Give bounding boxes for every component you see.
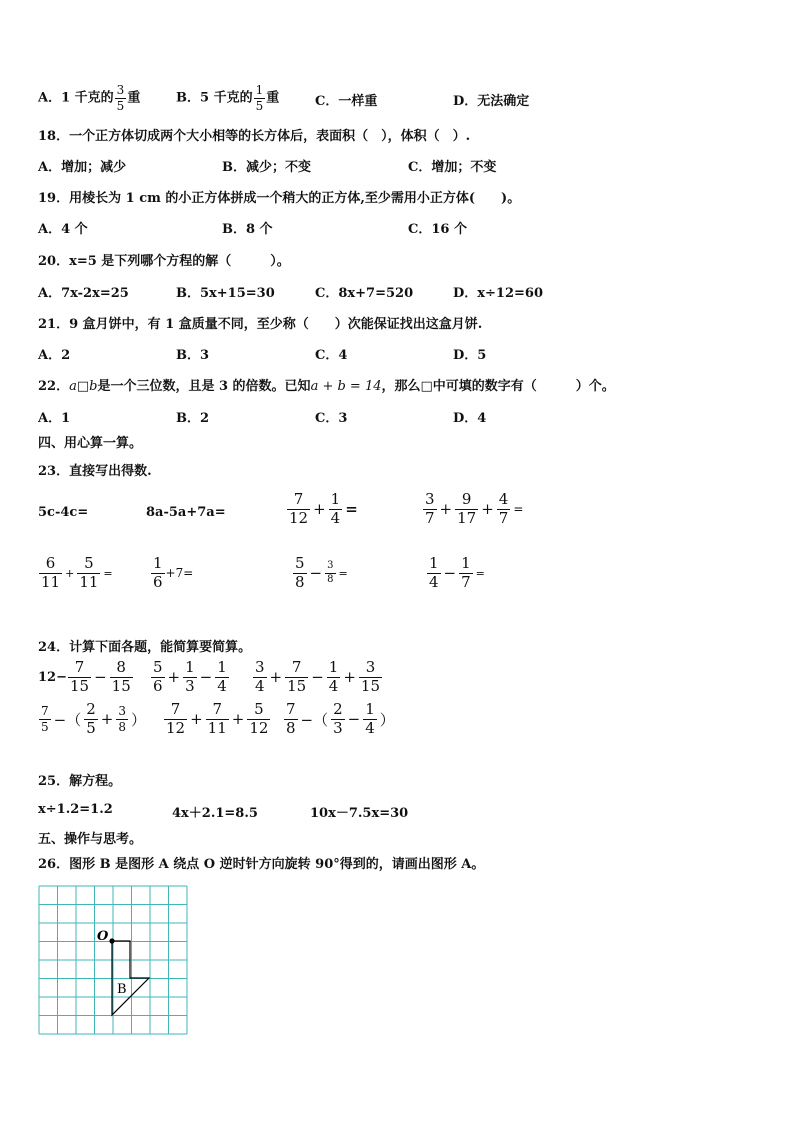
q21-option-b[interactable]: B．3	[176, 348, 210, 363]
fraction: 2 5	[86, 700, 96, 737]
fraction: 6 11	[41, 554, 61, 591]
q24-expr-3: 3 4 + $\frac{7}{15}$ − $\frac{1}{4}$ + $\frac{3}{15}$	[255, 658, 381, 695]
fraction: $\frac{7}{15}$	[287, 658, 307, 695]
q21-stem: 21．9 盒月饼中，有 1 盒质量不同，至少称（ ）次能保证找出这盒月饼.	[38, 317, 483, 332]
q23-item-3: 7 12 + $\frac{1}{4}$ =	[289, 490, 358, 527]
fraction: 3 4	[255, 658, 265, 695]
q19-stem: 19．用棱长为 1 cm 的小正方体拼成一个稍大的正方体,至少需用小正方体( )。	[38, 191, 521, 206]
fraction: $\frac{1}{4}$	[217, 658, 227, 695]
q19-option-b[interactable]: B．8 个	[222, 222, 273, 237]
fraction: 7 12	[289, 490, 309, 527]
point-o	[109, 938, 114, 943]
fraction: $\frac{1}{3}$	[185, 658, 195, 695]
q24-stem: 24．计算下面各题，能简算要简算。	[38, 640, 252, 655]
q20-option-c[interactable]: C．8x+7=520	[315, 286, 414, 301]
fraction: $\frac{9}{17}$	[457, 490, 477, 527]
q22-number-template: a□b	[69, 379, 98, 394]
fraction: $\frac{1}{5}$	[255, 83, 264, 113]
q20-option-d[interactable]: D．x÷12=60	[453, 286, 543, 301]
q23-item-5: 6 11 + $\frac{5}{11}$ =	[41, 554, 113, 591]
q25-stem: 25．解方程。	[38, 774, 122, 789]
fraction: $\frac{3}{15}$	[360, 658, 381, 695]
rotation-grid[interactable]	[38, 885, 188, 1035]
fraction: $\frac{3}{8}$	[327, 560, 334, 585]
shape-b-label: B	[117, 982, 127, 997]
fraction: $\frac{1}{4}$	[328, 658, 339, 695]
q21-option-a[interactable]: A．2	[38, 348, 71, 363]
fraction: $\frac{7}{11}$	[207, 700, 227, 737]
fraction: 5 6	[153, 658, 163, 695]
section-5-heading: 五、操作与思考。	[38, 832, 143, 847]
fraction: $\frac{8}{15}$	[111, 658, 131, 695]
fraction: 1 4	[429, 554, 439, 591]
q19-option-c[interactable]: C．16 个	[408, 222, 467, 237]
q22-option-a[interactable]: A．1	[38, 411, 71, 426]
q18-option-c[interactable]: C．增加；不变	[408, 160, 497, 175]
grid-lines	[39, 886, 187, 1034]
q25-equation-3: 10x－7.5x=30	[310, 806, 409, 821]
q22-option-c[interactable]: C．3	[315, 411, 348, 426]
q24-expr-1: 12− $\frac{7}{15}$ − $\frac{8}{15}$	[38, 658, 131, 695]
q17-option-c[interactable]: C．一样重	[315, 94, 378, 109]
q18-option-a[interactable]: A．增加；减少	[38, 160, 127, 175]
q20-option-a[interactable]: A．7x-2x=25	[38, 286, 129, 301]
fraction: 7 5	[41, 704, 49, 734]
q24-expr-6: 7 8 −（ 2 3 − $\frac{1}{4}$ ）	[286, 700, 395, 737]
fraction: 1 6	[153, 554, 163, 591]
q20-stem: 20．x=5 是下列哪个方程的解（ ）。	[38, 254, 290, 269]
q23-item-1: 5c-4c=	[38, 505, 89, 520]
q23-item-8: 1 4 − $\frac{1}{7}$ =	[429, 554, 485, 591]
fraction: $\frac{4}{7}$	[498, 490, 509, 527]
q24-expr-2: 5 6 + $\frac{1}{3}$ − $\frac{1}{4}$	[153, 658, 227, 695]
fraction: 5 8	[295, 554, 305, 591]
q23-item-2: 8a-5a+7a=	[146, 505, 226, 520]
q17-option-a[interactable]: A．1 千克的 $\frac{3}{5}$ 重	[38, 83, 141, 113]
q17-option-b[interactable]: B．5 千克的 $\frac{1}{5}$ 重	[176, 83, 280, 113]
q18-option-b[interactable]: B．减少；不变	[222, 160, 311, 175]
q26-stem: 26．图形 B 是图形 A 绕点 O 逆时针方向旋转 90°得到的，请画出图形 A。	[38, 857, 485, 872]
fraction: 7 12	[166, 700, 186, 737]
fraction: 3 7	[425, 490, 435, 527]
q22-option-b[interactable]: B．2	[176, 411, 210, 426]
fraction: 2 3	[333, 700, 343, 737]
q20-option-b[interactable]: B．5x+15=30	[176, 286, 275, 301]
fraction: $\frac{1}{4}$	[365, 700, 375, 737]
q22-option-d[interactable]: D．4	[453, 411, 487, 426]
q18-stem: 18．一个正方体切成两个大小相等的长方体后，表面积（ ），体积（ ）.	[38, 129, 471, 144]
q22-condition: a + b = 14	[310, 379, 382, 394]
q21-option-c[interactable]: C．4	[315, 348, 348, 363]
fraction: $\frac{3}{5}$	[116, 83, 125, 113]
fraction: $\frac{5}{12}$	[249, 700, 269, 737]
q23-item-6: 1 6 +7=	[153, 554, 194, 591]
fraction: 7 8	[286, 700, 296, 737]
q25-equation-2: 4x＋2.1=8.5	[172, 806, 258, 821]
q24-expr-5: 7 12 + $\frac{7}{11}$ + $\frac{5}{12}$	[166, 700, 269, 737]
q24-expr-4: 7 5 −（ 2 5 + $\frac{3}{8}$ ）	[41, 700, 146, 737]
q23-item-4: 3 7 + $\frac{9}{17}$ + $\frac{4}{7}$ =	[425, 490, 524, 527]
q21-option-d[interactable]: D．5	[453, 348, 487, 363]
fraction: $\frac{1}{4}$	[330, 490, 341, 527]
point-o-label: O	[97, 929, 109, 944]
fraction: $\frac{5}{11}$	[79, 554, 99, 591]
fraction: $\frac{3}{8}$	[118, 704, 126, 734]
q25-equation-1: x÷1.2=1.2	[38, 802, 113, 817]
q17-option-d[interactable]: D．无法确定	[453, 94, 530, 109]
q23-stem: 23．直接写出得数.	[38, 464, 152, 479]
section-4-heading: 四、用心算一算。	[38, 436, 143, 451]
q22-stem: 22．a□b是一个三位数，且是 3 的倍数。已知a + b = 14，那么□中可填的数字有（ ）个。	[38, 379, 615, 394]
fraction: $\frac{7}{15}$	[69, 658, 90, 695]
q23-item-7: 5 8 − $\frac{3}{8}$ =	[295, 554, 348, 591]
q19-option-a[interactable]: A．4 个	[38, 222, 88, 237]
fraction: $\frac{1}{7}$	[461, 554, 471, 591]
